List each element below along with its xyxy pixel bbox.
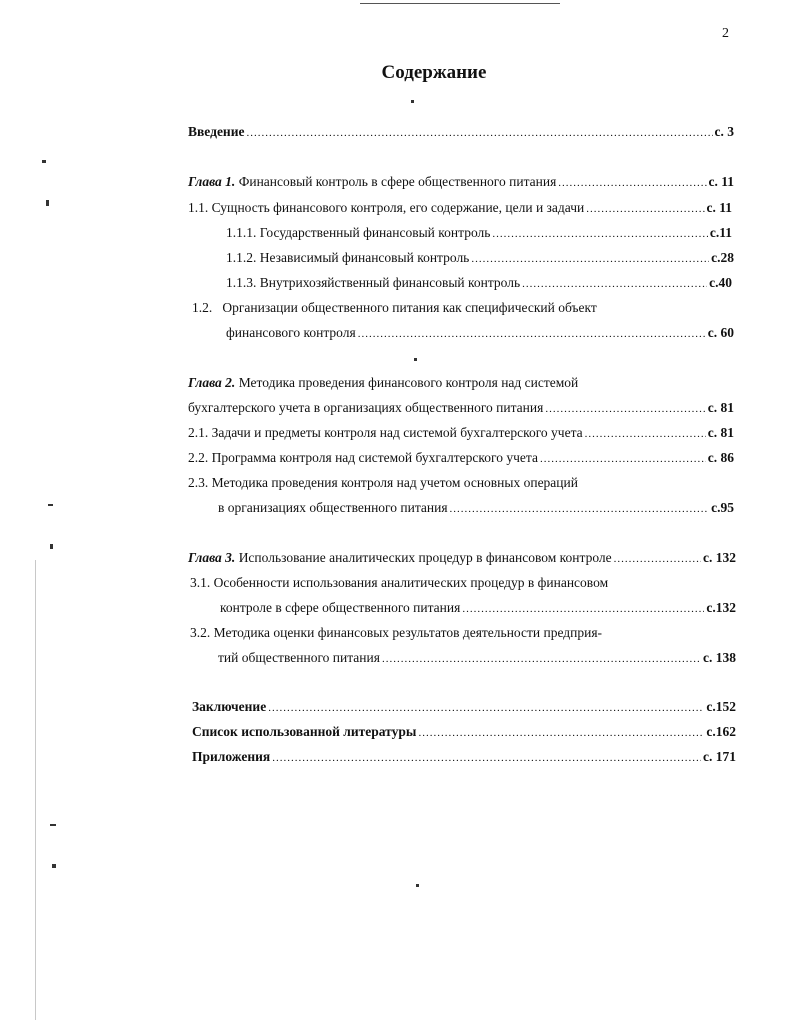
scan-speck xyxy=(50,824,56,826)
toc-entry-label: 1.1.2. Независимый финансовый контроль xyxy=(226,250,470,265)
toc-entry-label: Введение xyxy=(188,124,245,139)
toc-entry-page: с. 11 xyxy=(706,200,732,215)
toc-leader-dots xyxy=(558,173,706,193)
toc-entry-label: Заключение xyxy=(192,699,267,714)
toc-entry-page: с.40 xyxy=(709,275,732,290)
scan-speck xyxy=(50,544,53,549)
toc-entry-page: с. 171 xyxy=(703,749,736,764)
toc-entry-page: с. 11 xyxy=(708,174,734,189)
toc-entry-label: 1.1.3. Внутрихозяйственный финансовый контроль xyxy=(226,275,521,290)
chapter-title: Финансовый контроль в сфере общественного питания xyxy=(238,174,557,189)
scan-speck xyxy=(48,504,53,506)
toc-entry-label: 1.1. Сущность финансового контроля, его содержание, цели и задачи xyxy=(188,200,585,215)
toc-leader-dots xyxy=(462,599,704,619)
toc-entry-label: 2.2. Программа контроля над системой бухгалтерского учета xyxy=(188,450,538,465)
toc-entry-label: контроле в сфере общественного питания xyxy=(220,600,461,615)
toc-leader-dots xyxy=(471,249,709,269)
toc-entry-appendices[interactable] xyxy=(192,747,736,767)
toc-entry-1-2-line1[interactable]: 1.2. Организации общественного питания как специфический объект xyxy=(192,300,597,315)
toc-leader-dots xyxy=(450,499,710,519)
toc-entry-label: 2.1. Задачи и предметы контроля над системой бухгалтерского учета xyxy=(188,425,583,440)
toc-entry-3-2-line1[interactable]: 3.2. Методика оценки финансовых результатов деятельности предприя- xyxy=(190,625,603,640)
toc-entry-page: с.28 xyxy=(711,250,734,265)
page-title: Содержание xyxy=(381,62,487,83)
toc-leader-dots xyxy=(268,698,704,718)
scan-speck xyxy=(411,100,414,103)
chapter-prefix: Глава 1. xyxy=(188,174,236,189)
page-number: 2 xyxy=(722,26,729,41)
toc-leader-dots xyxy=(358,324,706,344)
toc-leader-dots xyxy=(522,274,707,294)
toc-entry-3-1-line2[interactable] xyxy=(220,598,736,618)
toc-leader-dots xyxy=(614,549,701,569)
toc-entry-label: финансового контроля xyxy=(226,325,356,340)
toc-entry-label: в организациях общественного питания xyxy=(218,500,448,515)
chapter-prefix: Глава 3. xyxy=(188,550,236,565)
toc-entry-page: с.11 xyxy=(709,225,732,240)
scan-left-edge xyxy=(35,560,36,1020)
toc-entry-2-2[interactable] xyxy=(188,448,734,468)
toc-entry-intro[interactable] xyxy=(188,122,734,142)
toc-entry-chapter-2-line1[interactable] xyxy=(188,373,578,393)
toc-entry-1-2-line2[interactable] xyxy=(226,323,734,343)
toc-entry-page: с. 132 xyxy=(703,550,736,565)
toc-entry-3-2-line2[interactable] xyxy=(218,648,736,668)
toc-leader-dots xyxy=(418,723,704,743)
scan-top-rule xyxy=(360,3,560,4)
toc-entry-label: Приложения xyxy=(192,749,271,764)
toc-entry-label: Список использованной литературы xyxy=(192,724,417,739)
toc-entry-1-1-3[interactable] xyxy=(226,273,732,293)
toc-entry-page: с. 86 xyxy=(707,450,734,465)
toc-entry-2-3-line2[interactable] xyxy=(218,498,734,518)
toc-entry-conclusion[interactable] xyxy=(192,697,736,717)
toc-entry-2-3-line1[interactable]: 2.3. Методика проведения контроля над учетом основных операций xyxy=(188,475,578,490)
toc-entry-label: 1.1.1. Государственный финансовый контроль xyxy=(226,225,491,240)
scan-speck xyxy=(52,864,56,868)
toc-entry-label: тий общественного питания xyxy=(218,650,380,665)
chapter-title: Использование аналитических процедур в финансовом контроле xyxy=(238,550,612,565)
chapter-title: Методика проведения финансового контроля над системой xyxy=(238,375,579,390)
toc-leader-dots xyxy=(586,199,704,219)
toc-leader-dots xyxy=(246,123,712,143)
toc-leader-dots xyxy=(540,449,706,469)
toc-entry-page: с. 81 xyxy=(707,425,734,440)
toc-leader-dots xyxy=(272,748,701,768)
toc-entry-page: с.95 xyxy=(711,500,734,515)
toc-entry-2-1[interactable] xyxy=(188,423,734,443)
toc-entry-references[interactable] xyxy=(192,722,736,742)
toc-entry-page: с.132 xyxy=(706,600,736,615)
toc-leader-dots xyxy=(492,224,707,244)
scan-speck xyxy=(416,884,419,887)
toc-entry-chapter-3[interactable] xyxy=(188,548,736,568)
toc-entry-page: с. 60 xyxy=(707,325,734,340)
chapter-prefix: Глава 2. xyxy=(188,375,236,390)
scan-speck xyxy=(414,358,417,361)
toc-entry-1-1[interactable] xyxy=(188,198,732,218)
toc-entry-page: с. 138 xyxy=(703,650,736,665)
toc-entry-label: бухгалтерского учета в организациях общественного питания xyxy=(188,400,544,415)
toc-entry-page: с.152 xyxy=(706,699,736,714)
toc-entry-chapter-1[interactable] xyxy=(188,172,734,192)
toc-entry-label xyxy=(188,548,612,568)
toc-entry-chapter-2-line2[interactable] xyxy=(188,398,734,418)
toc-entry-label xyxy=(188,172,556,192)
scan-speck xyxy=(46,200,49,206)
toc-leader-dots xyxy=(382,649,701,669)
toc-leader-dots xyxy=(585,424,706,444)
toc-entry-3-1-line1[interactable]: 3.1. Особенности использования аналитических процедур в финансовом xyxy=(190,575,609,590)
toc-entry-page: с. 3 xyxy=(714,124,734,139)
toc-entry-page: с.162 xyxy=(706,724,736,739)
toc-entry-page: с. 81 xyxy=(707,400,734,415)
toc-leader-dots xyxy=(545,399,705,419)
toc-entry-1-1-1[interactable] xyxy=(226,223,732,243)
scan-speck xyxy=(42,160,46,163)
toc-entry-1-1-2[interactable] xyxy=(226,248,734,268)
